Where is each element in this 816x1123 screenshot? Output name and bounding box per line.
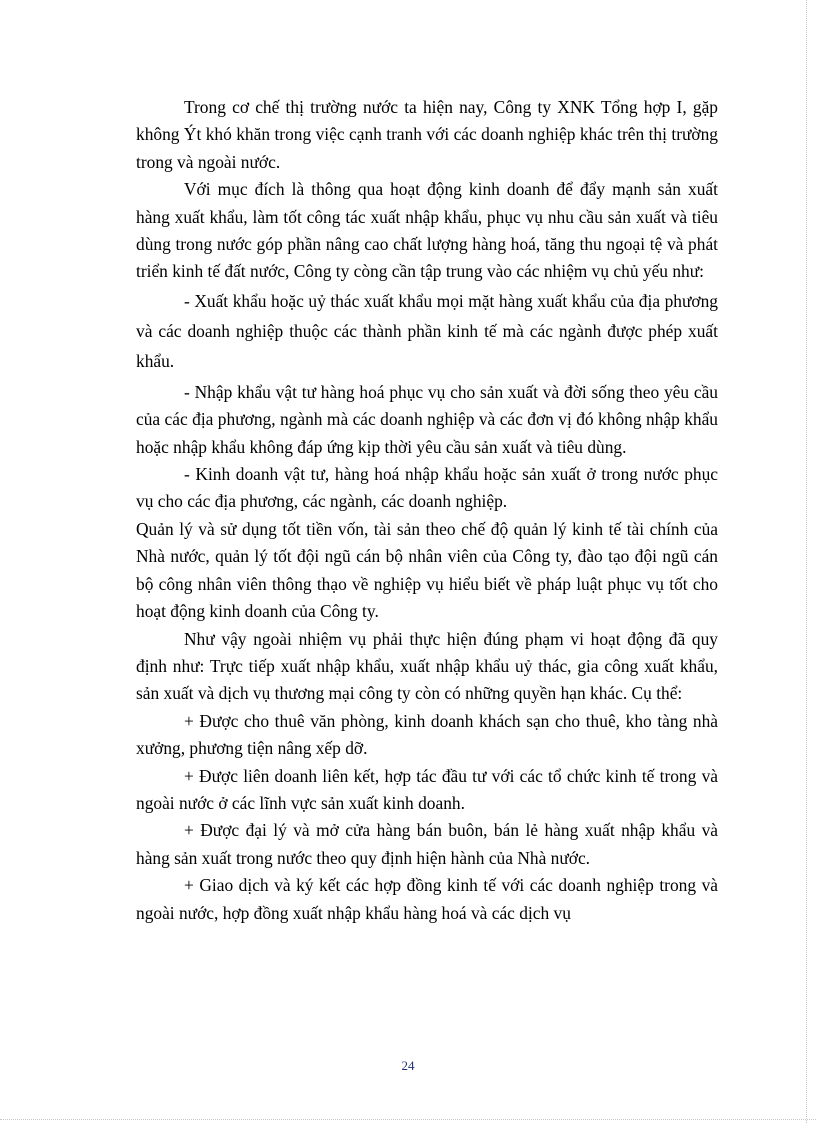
paragraph-rights-intro: Như vậy ngoài nhiệm vụ phải thực hiện đúng phạm vi hoạt động đã quy định như: Trực tiếp xuất nhập khẩu, xuất nhập khẩu uỷ thác, gia công xuất khẩu, sản xuất và dịch vụ thương mại công ty còn có những quyền hạn khác. Cụ thể: xyxy=(136,628,718,704)
paragraph-intro: Trong cơ chế thị trường nước ta hiện nay, Công ty XNK Tổng hợp I, gặp không Ýt khó khăn trong việc cạnh tranh với các doanh nghiệp khác trên thị trường trong và ngoài nước. xyxy=(136,97,718,172)
paragraph-duty-import: - Nhập khẩu vật tư hàng hoá phục vụ cho sản xuất và đời sống theo yêu cầu của các địa phương, ngành mà các doanh nghiệp và các đơn vị đó không nhập khẩu hoặc nhập khẩu không đáp ứng kịp thời yêu cầu sản xuất và tiêu dùng. xyxy=(136,381,718,457)
body-text xyxy=(136,94,718,927)
paragraph-purpose: Với mục đích là thông qua hoạt động kinh doanh để đẩy mạnh sản xuất hàng xuất khẩu, làm tốt công tác xuất nhập khẩu, phục vụ nhu cầu sản xuất và tiêu dùng trong nước góp phần nâng cao chất lượng hàng hoá, tăng thu ngoại tệ và phát triển kinh tế đất nước, Công ty còng cần tập trung vào các nhiệm vụ chủ yếu như: xyxy=(136,179,718,282)
page-number: 24 xyxy=(401,1058,415,1073)
paragraph-duty-trade: - Kinh doanh vật tư, hàng hoá nhập khẩu hoặc sản xuất ở trong nước phục vụ cho các địa phương, các ngành, các doanh nghiệp. xyxy=(136,464,718,512)
paragraph-duty-export: - Xuất khẩu hoặc uỷ thác xuất khẩu mọi mặt hàng xuất khẩu của địa phương và các doanh nghiệp thuộc các thành phần kinh tế mà các ngành được phép xuất khẩu. xyxy=(136,290,718,371)
paragraph-right-contracts: + Giao dịch và ký kết các hợp đồng kinh tế với các doanh nghiệp trong và ngoài nước, hợp đồng xuất nhập khẩu hàng hoá và các dịch vụ xyxy=(136,875,718,923)
paragraph-right-lease: + Được cho thuê văn phòng, kinh doanh khách sạn cho thuê, kho tàng nhà xưởng, phương tiện nâng xếp dỡ. xyxy=(136,710,718,759)
paragraph-management: Quản lý và sử dụng tốt tiền vốn, tài sản theo chế độ quản lý kinh tế tài chính của Nhà nước, quản lý tốt đội ngũ cán bộ nhân viên của Công ty, đào tạo đội ngũ cán bộ công nhân viên thông thạo về nghiệp vụ hiểu biết về pháp luật phục vụ tốt cho hoạt động kinh doanh của Công ty. xyxy=(136,518,718,622)
paragraph-right-agency: + Được đại lý và mở cửa hàng bán buôn, bán lẻ hàng xuất nhập khẩu và hàng sản xuất trong nước theo quy định hiện hành của Nhà nước. xyxy=(136,820,718,868)
paragraph-right-joint-venture: + Được liên doanh liên kết, hợp tác đầu tư với các tổ chức kinh tế trong và ngoài nước ở các lĩnh vực sản xuất kinh doanh. xyxy=(136,765,718,813)
page-border-right xyxy=(806,0,807,1123)
page-border-bottom xyxy=(0,1119,816,1120)
